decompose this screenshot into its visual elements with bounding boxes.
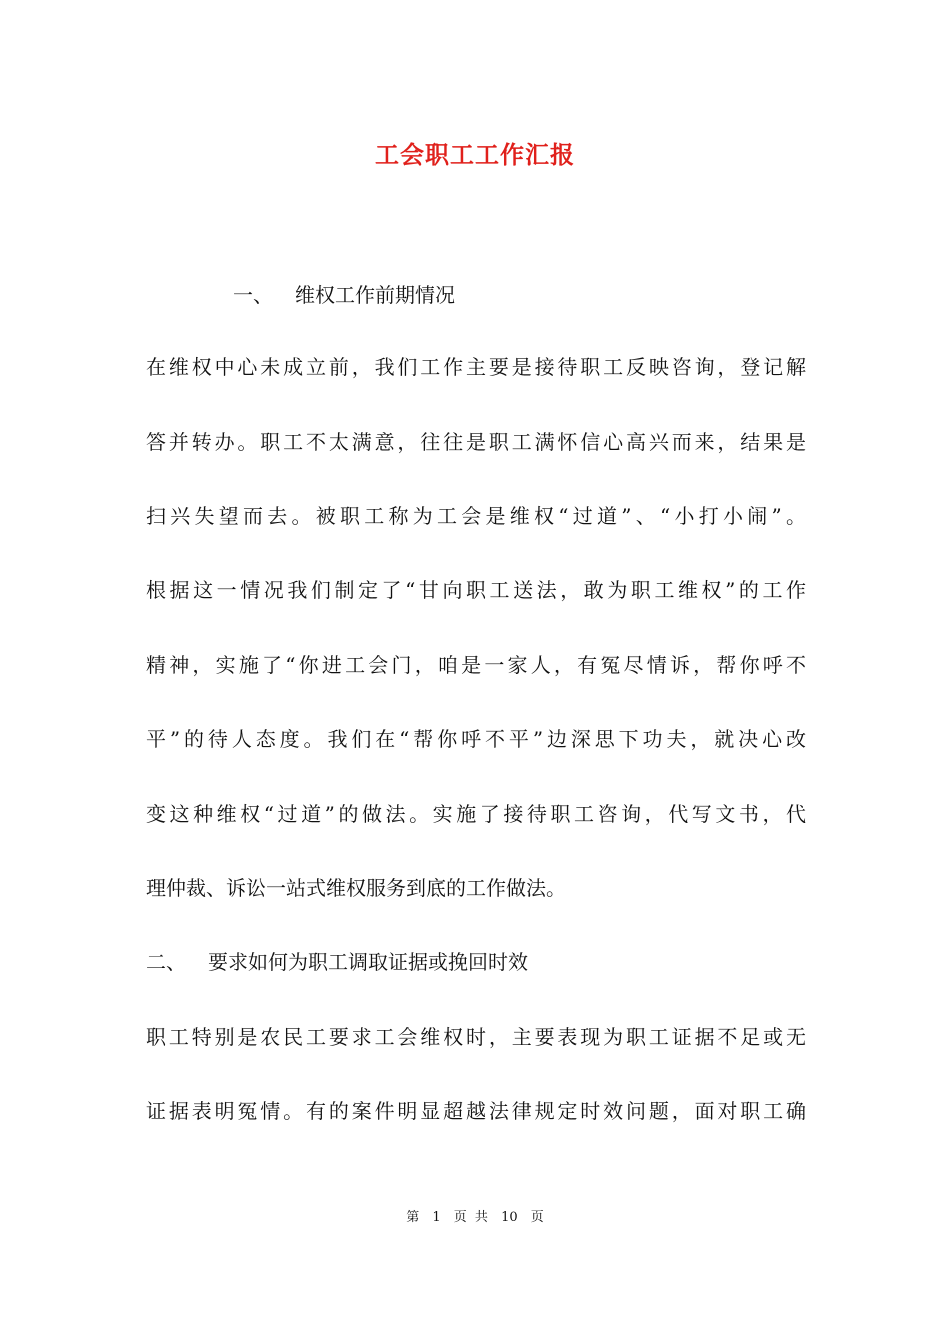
section-2-number: 二、 — [146, 950, 186, 974]
section-1-line: 扫兴失望而去。被职工称为工会是维权“过道”、“小打小闹”。 — [146, 504, 806, 528]
section-1-number: 一、 — [233, 283, 273, 307]
footer-current-page: 1 — [432, 1210, 441, 1225]
section-1-line: 根据这一情况我们制定了“甘向职工送法，敢为职工维权”的工作 — [146, 578, 806, 602]
section-1-heading — [233, 280, 455, 310]
footer-prefix: 第 — [406, 1210, 420, 1225]
page-footer — [0, 1208, 950, 1228]
section-2-heading — [146, 947, 528, 977]
section-1-heading-text: 维权工作前期情况 — [295, 283, 455, 307]
footer-total-pages: 10 — [501, 1210, 518, 1225]
section-2-heading-text: 要求如何为职工调取证据或挽回时效 — [208, 950, 528, 974]
section-2-line: 证据表明冤情。有的案件明显超越法律规定时效问题，面对职工确 — [146, 1099, 806, 1123]
section-1-line: 答并转办。职工不太满意，往往是职工满怀信心高兴而来，结果是 — [146, 430, 806, 454]
document-title: 工会职工工作汇报 — [375, 140, 575, 169]
section-1-line: 平”的待人态度。我们在“帮你呼不平”边深思下功夫，就决心改 — [146, 727, 806, 751]
section-1-line: 理仲裁、诉讼一站式维权服务到底的工作做法。 — [146, 876, 566, 900]
section-2-line: 职工特别是农民工要求工会维权时，主要表现为职工证据不足或无 — [146, 1025, 806, 1049]
footer-mid: 页 共 — [453, 1210, 488, 1225]
footer-suffix: 页 — [530, 1210, 544, 1225]
section-1-line: 变这种维权“过道”的做法。实施了接待职工咨询，代写文书，代 — [146, 802, 806, 826]
section-1-line: 在维权中心未成立前，我们工作主要是接待职工反映咨询，登记解 — [146, 355, 806, 379]
section-1-line: 精神，实施了“你进工会门，咱是一家人，有冤尽情诉，帮你呼不 — [146, 653, 806, 677]
